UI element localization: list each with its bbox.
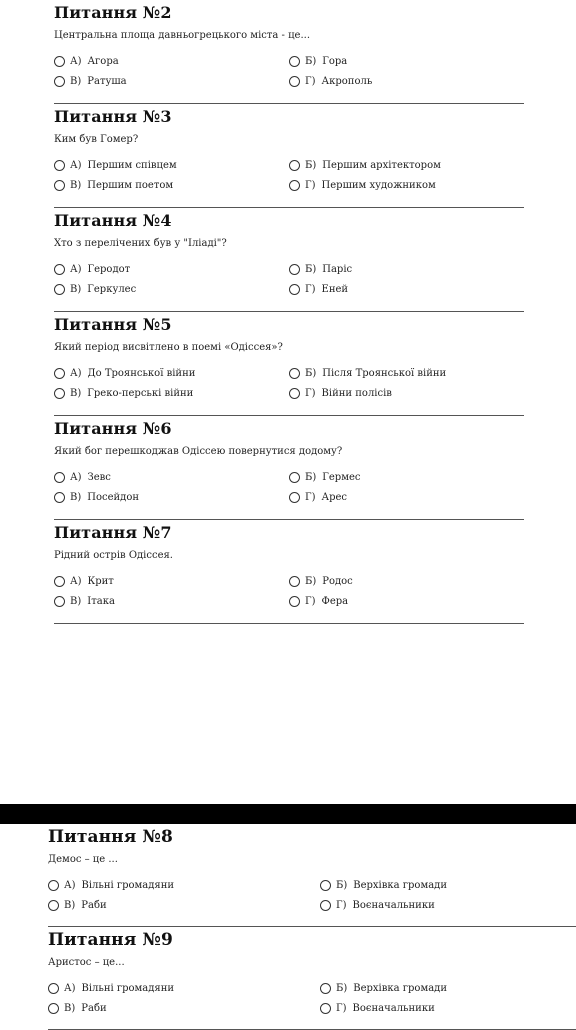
- radio-button[interactable]: [54, 596, 65, 607]
- option-letter: Б): [305, 55, 317, 67]
- question-text: Який період висвітлено в поемі «Одіссея»?: [54, 342, 283, 353]
- option-letter: Б): [305, 471, 317, 483]
- option-text: Ітака: [87, 595, 115, 607]
- radio-button[interactable]: [289, 596, 300, 607]
- option-d[interactable]: [320, 896, 435, 914]
- option-text: Ратуша: [87, 75, 127, 87]
- option-text: Еней: [321, 283, 349, 295]
- radio-button[interactable]: [289, 76, 300, 87]
- option-text: До Троянської війни: [87, 367, 196, 379]
- option-letter: В): [70, 179, 82, 191]
- radio-button[interactable]: [289, 492, 300, 503]
- question-text: Центральна площа давньогрецького міста - це...: [54, 30, 310, 41]
- option-letter: Г): [336, 899, 347, 911]
- option-letter: А): [70, 263, 82, 275]
- question-block: [54, 104, 524, 208]
- option-text: Верхівка громади: [353, 982, 447, 994]
- option-letter: А): [70, 367, 82, 379]
- option-letter: В): [64, 1002, 76, 1014]
- radio-button[interactable]: [289, 180, 300, 191]
- option-d[interactable]: [289, 592, 348, 610]
- option-text: Геркулес: [87, 283, 137, 295]
- option-letter: Г): [305, 595, 316, 607]
- option-text: Першим архітектором: [322, 159, 441, 171]
- option-a[interactable]: [54, 572, 114, 590]
- radio-button[interactable]: [320, 983, 331, 994]
- option-c[interactable]: [48, 999, 107, 1017]
- option-text: Акрополь: [321, 75, 373, 87]
- option-text: Зевс: [87, 471, 111, 483]
- answer-options: [48, 979, 576, 1019]
- question-block: [48, 824, 576, 927]
- option-c[interactable]: [54, 72, 127, 90]
- option-letter: В): [70, 491, 82, 503]
- option-letter: В): [70, 283, 82, 295]
- option-text: Арес: [321, 491, 348, 503]
- option-a[interactable]: [54, 52, 119, 70]
- option-text: Геродот: [87, 263, 131, 275]
- option-letter: Б): [305, 263, 317, 275]
- radio-button[interactable]: [54, 368, 65, 379]
- radio-button[interactable]: [54, 160, 65, 171]
- option-c[interactable]: [54, 384, 193, 402]
- option-text: Першим поетом: [87, 179, 174, 191]
- option-letter: Б): [336, 982, 348, 994]
- question-text: Який бог перешкоджав Одіссею повернутися додому?: [54, 446, 343, 457]
- radio-button[interactable]: [289, 576, 300, 587]
- option-letter: Г): [336, 1002, 347, 1014]
- option-a[interactable]: [54, 364, 195, 382]
- option-b[interactable]: [289, 260, 352, 278]
- option-text: Воєначальники: [352, 899, 435, 911]
- answer-options: [54, 572, 524, 612]
- option-a[interactable]: [54, 156, 177, 174]
- answer-options: [54, 52, 524, 92]
- radio-button[interactable]: [289, 368, 300, 379]
- question-text: Рідний острів Одіссея.: [54, 550, 173, 561]
- answer-options: [54, 260, 524, 300]
- radio-button[interactable]: [48, 880, 59, 891]
- radio-button[interactable]: [54, 264, 65, 275]
- radio-button[interactable]: [54, 492, 65, 503]
- question-block: [54, 0, 524, 104]
- option-letter: Г): [305, 387, 316, 399]
- option-text: Посейдон: [87, 491, 140, 503]
- radio-button[interactable]: [320, 880, 331, 891]
- question-block: [54, 312, 524, 416]
- option-a[interactable]: [48, 979, 174, 997]
- option-d[interactable]: [320, 999, 435, 1017]
- option-text: Раби: [81, 899, 107, 911]
- option-text: Агора: [87, 55, 119, 67]
- radio-button[interactable]: [54, 180, 65, 191]
- option-b[interactable]: [289, 364, 446, 382]
- radio-button[interactable]: [54, 472, 65, 483]
- option-text: Паріс: [322, 263, 353, 275]
- question-text: Хто з перелічених був у "Іліаді"?: [54, 238, 227, 249]
- option-letter: А): [64, 982, 76, 994]
- question-title: Питання №5: [54, 315, 172, 334]
- option-letter: А): [70, 575, 82, 587]
- option-text: Греко-перські війни: [87, 387, 194, 399]
- option-text: Після Троянської війни: [322, 367, 447, 379]
- page-separator-band: [0, 804, 576, 824]
- radio-button[interactable]: [54, 284, 65, 295]
- option-letter: Г): [305, 179, 316, 191]
- question-block: [54, 416, 524, 520]
- radio-button[interactable]: [289, 264, 300, 275]
- option-c[interactable]: [54, 280, 136, 298]
- radio-button[interactable]: [320, 1003, 331, 1014]
- radio-button[interactable]: [54, 576, 65, 587]
- radio-button[interactable]: [48, 900, 59, 911]
- question-text: Демос – це ...: [48, 854, 118, 865]
- radio-button[interactable]: [289, 388, 300, 399]
- option-c[interactable]: [54, 592, 115, 610]
- question-title: Питання №8: [48, 827, 173, 847]
- option-text: Гора: [322, 55, 348, 67]
- option-letter: Б): [305, 367, 317, 379]
- radio-button[interactable]: [289, 472, 300, 483]
- question-text: Аристос – це...: [48, 957, 125, 968]
- option-c[interactable]: [54, 176, 173, 194]
- option-d[interactable]: [289, 72, 372, 90]
- option-b[interactable]: [289, 52, 347, 70]
- radio-button[interactable]: [289, 284, 300, 295]
- answer-options: [48, 876, 576, 916]
- question-block: [54, 520, 524, 624]
- question-title: Питання №2: [54, 3, 172, 22]
- option-letter: Б): [305, 159, 317, 171]
- option-b[interactable]: [320, 979, 447, 997]
- radio-button[interactable]: [54, 388, 65, 399]
- answer-options: [54, 364, 524, 404]
- option-d[interactable]: [289, 488, 347, 506]
- option-text: Вільні громадяни: [81, 879, 175, 891]
- option-letter: Б): [305, 575, 317, 587]
- option-b[interactable]: [289, 572, 353, 590]
- option-text: Родос: [322, 575, 353, 587]
- radio-button[interactable]: [48, 983, 59, 994]
- option-a[interactable]: [48, 876, 174, 894]
- option-letter: В): [64, 899, 76, 911]
- option-d[interactable]: [289, 176, 436, 194]
- option-a[interactable]: [54, 468, 111, 486]
- question-text: Ким був Гомер?: [54, 134, 139, 145]
- option-letter: А): [70, 471, 82, 483]
- option-text: Воєначальники: [352, 1002, 435, 1014]
- question-title: Питання №6: [54, 419, 172, 438]
- option-b[interactable]: [289, 156, 441, 174]
- radio-button[interactable]: [54, 56, 65, 67]
- option-a[interactable]: [54, 260, 130, 278]
- question-title: Питання №7: [54, 523, 172, 542]
- option-letter: Б): [336, 879, 348, 891]
- option-text: Фера: [321, 595, 349, 607]
- question-block: [54, 208, 524, 312]
- option-b[interactable]: [320, 876, 447, 894]
- option-letter: В): [70, 595, 82, 607]
- option-letter: В): [70, 387, 82, 399]
- option-text: Гермес: [322, 471, 361, 483]
- option-letter: Г): [305, 75, 316, 87]
- answer-options: [54, 156, 524, 196]
- option-text: Раби: [81, 1002, 107, 1014]
- radio-button[interactable]: [289, 56, 300, 67]
- quiz-sheet-2: [0, 824, 576, 1030]
- radio-button[interactable]: [289, 160, 300, 171]
- option-b[interactable]: [289, 468, 361, 486]
- option-letter: Г): [305, 283, 316, 295]
- option-text: Першим співцем: [87, 159, 177, 171]
- question-title: Питання №9: [48, 930, 173, 950]
- option-letter: А): [70, 55, 82, 67]
- option-letter: Г): [305, 491, 316, 503]
- option-letter: А): [70, 159, 82, 171]
- option-c[interactable]: [54, 488, 139, 506]
- answer-options: [54, 468, 524, 508]
- option-c[interactable]: [48, 896, 107, 914]
- option-d[interactable]: [289, 280, 348, 298]
- question-title: Питання №4: [54, 211, 172, 230]
- radio-button[interactable]: [54, 76, 65, 87]
- option-text: Першим художником: [321, 179, 436, 191]
- option-text: Крит: [87, 575, 114, 587]
- option-text: Війни полісів: [321, 387, 392, 399]
- option-letter: А): [64, 879, 76, 891]
- option-text: Верхівка громади: [353, 879, 447, 891]
- radio-button[interactable]: [320, 900, 331, 911]
- option-d[interactable]: [289, 384, 392, 402]
- radio-button[interactable]: [48, 1003, 59, 1014]
- question-block: [48, 927, 576, 1030]
- question-title: Питання №3: [54, 107, 172, 126]
- option-text: Вільні громадяни: [81, 982, 175, 994]
- option-letter: В): [70, 75, 82, 87]
